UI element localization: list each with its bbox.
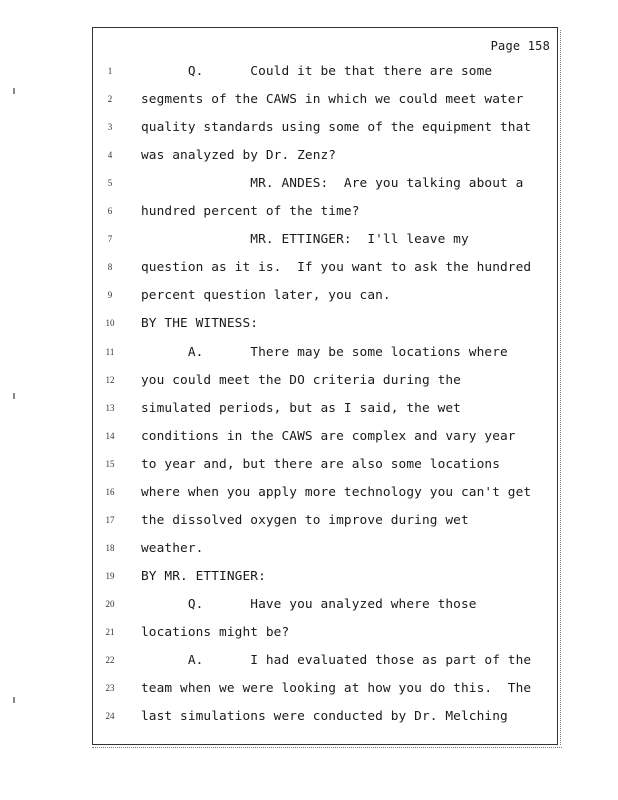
line-number: 2	[107, 94, 113, 105]
transcript-line: BY THE WITNESS:	[141, 316, 259, 332]
transcript-line: where when you apply more technology you can't get	[141, 484, 532, 500]
transcript-line: BY MR. ETTINGER:	[141, 568, 266, 584]
line-number: 8	[107, 262, 113, 273]
transcript-line: weather.	[141, 540, 204, 556]
transcript-line: last simulations were conducted by Dr. Melching	[141, 709, 508, 725]
line-number: 18	[105, 542, 115, 553]
line-number: 12	[105, 374, 115, 385]
line-number: 11	[105, 346, 115, 357]
line-number: 19	[105, 570, 115, 581]
line-number: 6	[107, 206, 113, 217]
margin-mark	[13, 393, 15, 399]
transcript-line: question as it is. If you want to ask the hundred	[141, 260, 532, 276]
transcript-line: MR. ETTINGER: I'll leave my	[141, 232, 469, 248]
transcript-line: locations might be?	[141, 625, 290, 640]
line-number: 4	[107, 150, 113, 161]
margin-mark	[13, 88, 15, 94]
transcript-line: A. I had evaluated those as part of the	[141, 653, 532, 669]
line-number: 7	[107, 234, 113, 245]
page-number: Page 158	[490, 39, 550, 53]
transcript-line: Q. Could it be that there are some	[141, 64, 493, 79]
transcript-line: percent question later, you can.	[141, 288, 391, 304]
page-edge-bottom	[92, 747, 562, 751]
transcript-line: simulated periods, but as I said, the wet	[141, 400, 461, 416]
line-number: 22	[105, 655, 115, 666]
line-number: 20	[105, 598, 115, 609]
line-number: 16	[105, 486, 115, 497]
line-number: 21	[105, 627, 115, 637]
transcript-line: the dissolved oxygen to improve during wet	[141, 512, 469, 528]
transcript-line: Q. Have you analyzed where those	[141, 596, 477, 612]
transcript-line: hundred percent of the time?	[141, 204, 360, 220]
line-number: 9	[107, 290, 113, 301]
line-number: 13	[105, 402, 115, 413]
line-number: 1	[107, 66, 113, 76]
transcript-line: quality standards using some of the equipment that	[141, 120, 532, 136]
transcript-line: MR. ANDES: Are you talking about a	[141, 176, 524, 192]
line-number: 14	[105, 430, 115, 441]
page-edge-right	[560, 30, 565, 745]
line-number: 15	[105, 458, 115, 469]
transcript-line: segments of the CAWS in which we could meet water	[141, 92, 524, 108]
transcript-line: you could meet the DO criteria during the	[141, 372, 461, 388]
transcript-line: was analyzed by Dr. Zenz?	[141, 148, 337, 164]
transcript-line: conditions in the CAWS are complex and vary year	[141, 428, 516, 444]
line-number: 23	[105, 683, 115, 694]
transcript-line: team when we were looking at how you do this. The	[141, 681, 532, 697]
transcript-line: A. There may be some locations where	[141, 344, 508, 360]
transcript-line: to year and, but there are also some locations	[141, 456, 501, 472]
margin-mark	[13, 697, 15, 703]
line-number: 3	[107, 122, 113, 133]
line-number: 17	[105, 514, 115, 525]
line-number: 24	[105, 711, 115, 722]
line-number: 5	[107, 178, 113, 189]
line-number: 10	[105, 318, 115, 329]
